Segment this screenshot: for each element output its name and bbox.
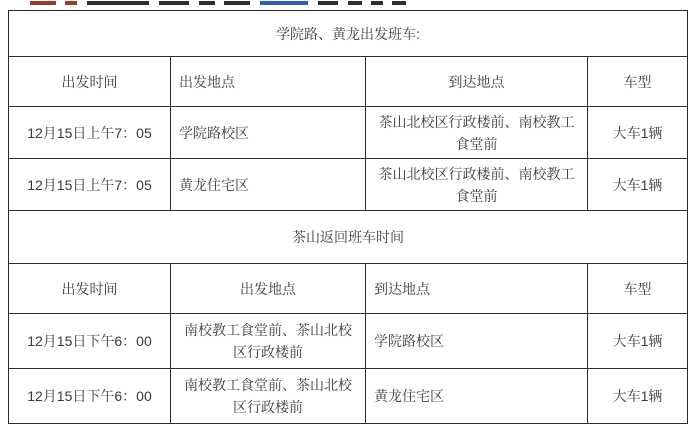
clipped-text-strip bbox=[30, 0, 470, 6]
shuttle-schedule-table bbox=[8, 10, 688, 424]
section1-title: 学院路、黄龙出发班车: bbox=[9, 11, 688, 57]
cell-arrival-place: 学院路校区 bbox=[366, 314, 588, 369]
cell-arrival-place: 茶山北校区行政楼前、南校教工食堂前 bbox=[366, 159, 588, 211]
header-vehicle-type: 车型 bbox=[588, 264, 688, 314]
table-row bbox=[9, 107, 688, 159]
cell-departure-place: 学院路校区 bbox=[171, 107, 366, 159]
header-arrival-place: 到达地点 bbox=[366, 57, 588, 107]
header-departure-time: 出发时间 bbox=[9, 264, 171, 314]
table-row bbox=[9, 159, 688, 211]
cell-departure-time: 12月15日下午6：00 bbox=[9, 314, 171, 369]
cell-departure-place: 南校教工食堂前、茶山北校区行政楼前 bbox=[171, 369, 366, 424]
section2-title: 茶山返回班车时间 bbox=[9, 211, 688, 264]
section1-header-row bbox=[9, 57, 688, 107]
cell-vehicle-type: 大车1辆 bbox=[588, 369, 688, 424]
section1-title-row bbox=[9, 11, 688, 57]
table-row bbox=[9, 314, 688, 369]
header-departure-time: 出发时间 bbox=[9, 57, 171, 107]
cell-departure-place: 黄龙住宅区 bbox=[171, 159, 366, 211]
cell-vehicle-type: 大车1辆 bbox=[588, 159, 688, 211]
cell-arrival-place: 黄龙住宅区 bbox=[366, 369, 588, 424]
cell-vehicle-type: 大车1辆 bbox=[588, 314, 688, 369]
table-row bbox=[9, 369, 688, 424]
cell-departure-time: 12月15日上午7：05 bbox=[9, 159, 171, 211]
section2-header-row bbox=[9, 264, 688, 314]
cell-departure-time: 12月15日下午6：00 bbox=[9, 369, 171, 424]
header-arrival-place: 到达地点 bbox=[366, 264, 588, 314]
cell-departure-time: 12月15日上午7：05 bbox=[9, 107, 171, 159]
header-vehicle-type: 车型 bbox=[588, 57, 688, 107]
cell-departure-place: 南校教工食堂前、茶山北校区行政楼前 bbox=[171, 314, 366, 369]
section2-title-row bbox=[9, 211, 688, 264]
cell-arrival-place: 茶山北校区行政楼前、南校教工食堂前 bbox=[366, 107, 588, 159]
header-departure-place: 出发地点 bbox=[171, 264, 366, 314]
cell-vehicle-type: 大车1辆 bbox=[588, 107, 688, 159]
header-departure-place: 出发地点 bbox=[171, 57, 366, 107]
